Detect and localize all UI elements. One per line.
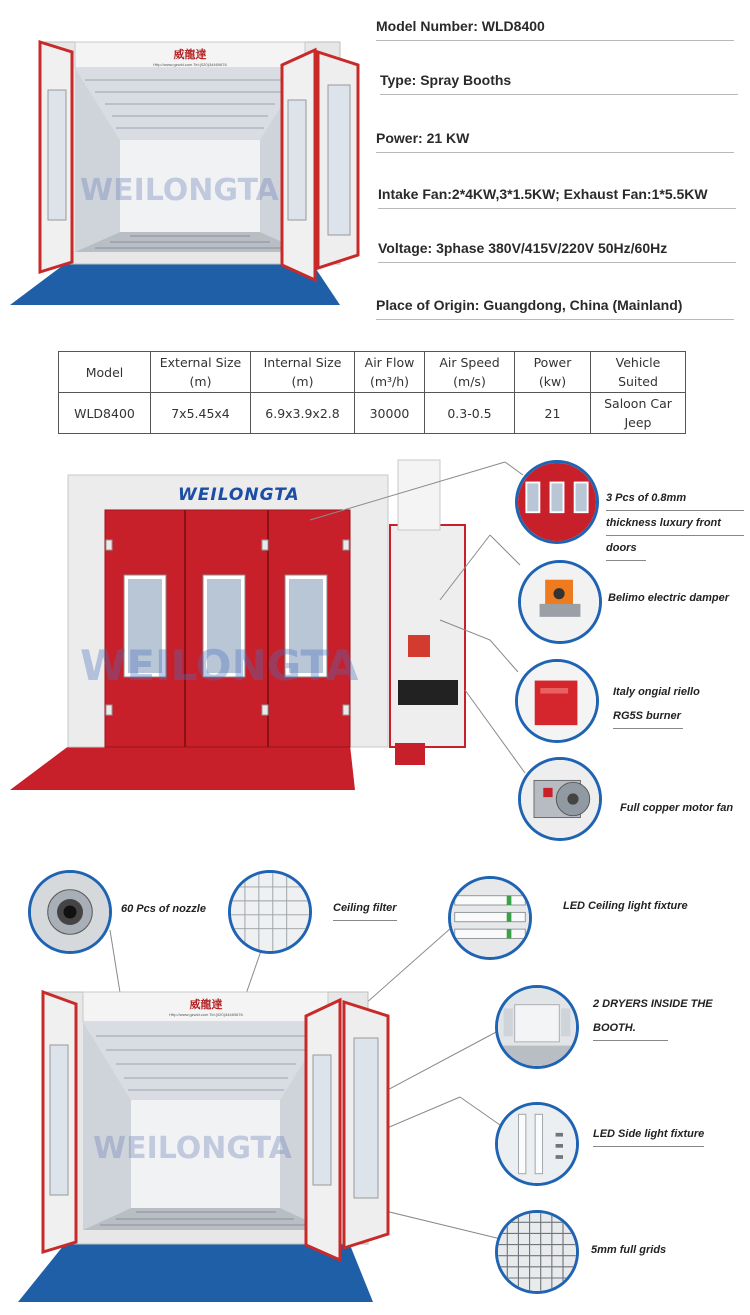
table-cell-air-speed: 0.3-0.5 bbox=[425, 393, 515, 434]
callout-led-side-image bbox=[495, 1102, 579, 1186]
table-cell-vehicle: Saloon Car Jeep bbox=[591, 393, 686, 434]
svg-text:WEILONGTA: WEILONGTA bbox=[93, 1131, 292, 1166]
svg-text:WEILONGTA: WEILONGTA bbox=[80, 173, 279, 208]
spec-type: Type: Spray Booths bbox=[380, 72, 738, 95]
callout-ceiling-filter-image bbox=[228, 870, 312, 954]
spec-power: Power: 21 KW bbox=[376, 130, 734, 153]
interior-spray-booth-image bbox=[18, 990, 398, 1305]
table-header-row bbox=[59, 352, 686, 393]
interior-booth-sign-subtext: Http://www.gzwld.com Tel:(020)34469676 bbox=[169, 1012, 243, 1017]
callout-led-ceiling-image bbox=[448, 876, 532, 960]
booth-sign bbox=[130, 46, 250, 67]
callout-grids-text: 5mm full grids bbox=[591, 1244, 667, 1256]
spec-table bbox=[58, 351, 686, 434]
interior-booth-sign-text: 威龍達 bbox=[189, 998, 223, 1011]
table-cell-external-size: 7x5.45x4 bbox=[151, 393, 251, 434]
spec-model-number: Model Number: WLD8400 bbox=[376, 18, 734, 41]
callout-burner-image bbox=[515, 659, 599, 743]
brand-logo: WEILONGTA bbox=[178, 485, 300, 505]
callout-fan-image bbox=[518, 757, 602, 841]
table-header-model: Model bbox=[59, 352, 151, 393]
callout-led-ceiling-text: LED Ceiling light fixture bbox=[563, 900, 688, 912]
table-header-air-speed: Air Speed (m/s) bbox=[425, 352, 515, 393]
table-cell-air-flow: 30000 bbox=[355, 393, 425, 434]
callout-burner-text: Italy ongial riello RG5S burner bbox=[613, 680, 700, 729]
callout-damper-text: Belimo electric damper bbox=[608, 592, 730, 604]
table-header-power: Power (kw) bbox=[515, 352, 591, 393]
svg-text:WEILONGTA: WEILONGTA bbox=[80, 641, 359, 690]
callout-led-side-text: LED Side light fixture bbox=[593, 1122, 704, 1147]
table-header-air-flow: Air Flow (m³/h) bbox=[355, 352, 425, 393]
spec-fan: Intake Fan:2*4KW,3*1.5KW; Exhaust Fan:1*5.5KW bbox=[378, 186, 736, 209]
callout-doors-image bbox=[515, 460, 599, 544]
spec-voltage: Voltage: 3phase 380V/415V/220V 50Hz/60Hz bbox=[378, 240, 736, 263]
table-cell-model: WLD8400 bbox=[59, 393, 151, 434]
callout-damper-image bbox=[518, 560, 602, 644]
table-header-internal-size: Internal Size (m) bbox=[251, 352, 355, 393]
callout-dryers-text: 2 DRYERS INSIDE THE BOOTH. bbox=[593, 992, 713, 1041]
callout-doors-text: 3 Pcs of 0.8mm thickness luxury front doors bbox=[606, 486, 744, 561]
table-header-external-size: External Size (m) bbox=[151, 352, 251, 393]
interior-booth-sign bbox=[146, 996, 266, 1017]
callout-nozzle-image bbox=[28, 870, 112, 954]
closed-spray-booth-image bbox=[10, 455, 500, 820]
open-spray-booth-image bbox=[10, 40, 365, 310]
callout-grids-image bbox=[495, 1210, 579, 1294]
table-cell-internal-size: 6.9x3.9x2.8 bbox=[251, 393, 355, 434]
callout-ceiling-filter-text: Ceiling filter bbox=[333, 896, 397, 921]
callout-nozzle-text: 60 Pcs of nozzle bbox=[121, 903, 206, 915]
booth-sign-text: 威龍達 bbox=[173, 48, 207, 61]
spec-origin: Place of Origin: Guangdong, China (Mainland) bbox=[376, 297, 734, 320]
callout-dryers-image bbox=[495, 985, 579, 1069]
booth-sign-subtext: Http://www.gzwld.com Tel:(020)34469676 bbox=[153, 62, 227, 67]
callout-fan-text: Full copper motor fan bbox=[620, 802, 734, 814]
table-header-vehicle-suited: Vehicle Suited bbox=[591, 352, 686, 393]
table-cell-power: 21 bbox=[515, 393, 591, 434]
table-row bbox=[59, 393, 686, 434]
